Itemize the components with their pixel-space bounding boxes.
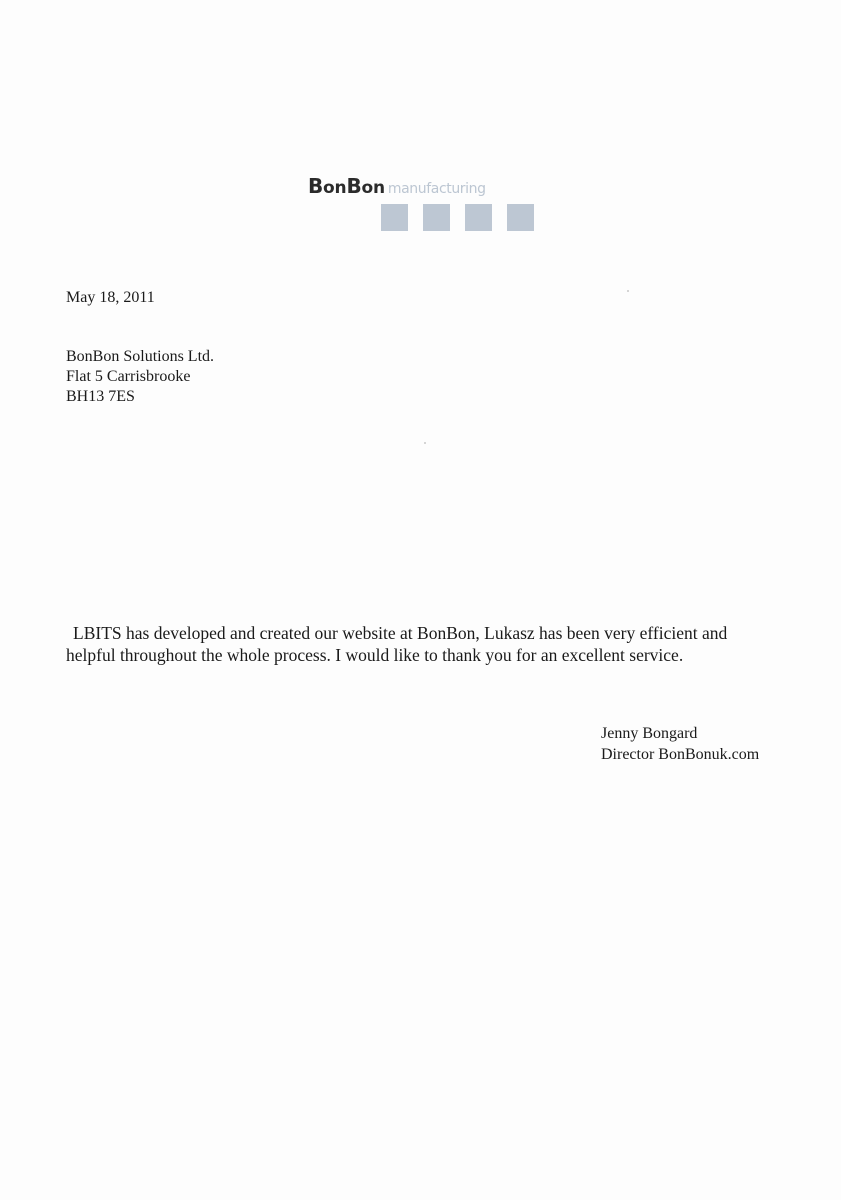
recipient-postcode: BH13 7ES [66,388,135,405]
scan-speck [424,442,426,444]
logo-subtitle: manufacturing [387,181,486,197]
letter-date: May 18, 2011 [66,289,155,306]
logo-brand-name: BonBon [308,174,385,198]
signature-block [601,723,759,765]
signatory-title: Director BonBonuk.com [601,746,760,763]
logo-square-icon [381,204,408,231]
scan-speck [627,290,629,292]
signatory-name: Jenny Bongard [601,725,698,742]
recipient-company: BonBon Solutions Ltd. [66,348,215,365]
recipient-street: Flat 5 Carrisbrooke [66,368,191,385]
logo-squares [381,204,534,231]
letter-body: LBITS has developed and created our website at BonBon, Lukasz has been very efficient and helpful throughout the whole process. I would like to thank you for an excellent service. [66,623,728,665]
logo-square-icon [465,204,492,231]
recipient-address [66,347,214,407]
logo-square-icon [423,204,450,231]
logo-wordmark [308,176,486,197]
company-logo [308,176,538,236]
logo-square-icon [507,204,534,231]
